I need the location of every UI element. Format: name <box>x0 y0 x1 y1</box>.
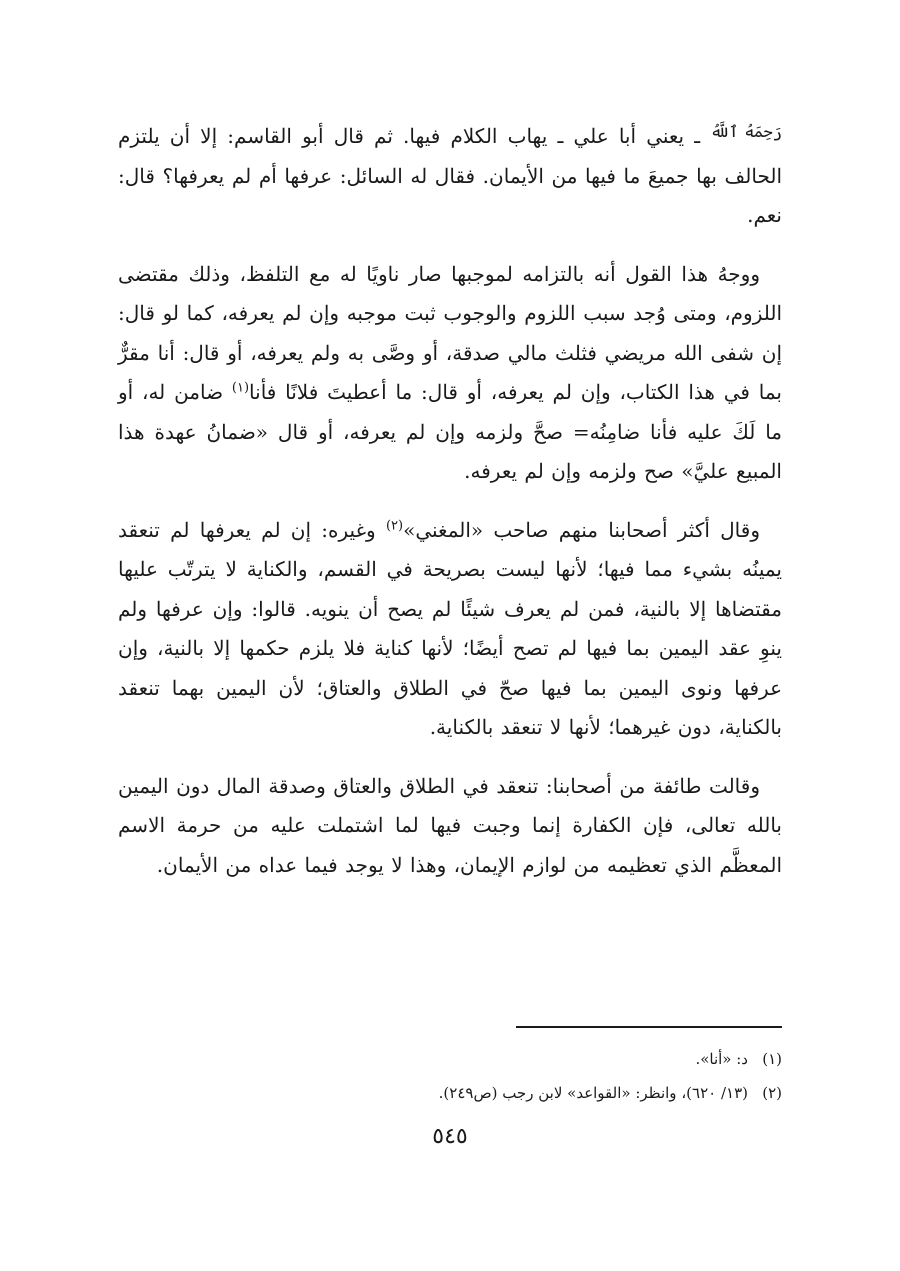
footnote-number-1: (١) <box>762 1050 782 1068</box>
paragraph-1-text: ـ يعني أبا علي ـ يهاب الكلام فيها. ثم قال أبو القاسم: إلا أن يلتزم الحالف بها جميعَ ما فيها من الأيمان. فقال له السائل: عرفها أم لم يعرفها؟ قال: نعم. <box>118 124 782 227</box>
paragraph-4 <box>118 767 782 886</box>
paragraph-1 <box>118 112 782 236</box>
footnote-text-1: د: «أنا». <box>695 1050 748 1068</box>
page-number: ٥٤٥ <box>432 1124 468 1149</box>
footnotes <box>118 1026 782 1110</box>
honorific-calligraphy: رَحِمَهُ ٱللَّهُ <box>710 122 782 141</box>
footnote-ref-2[interactable]: (٢) <box>385 517 404 533</box>
paragraph-4-text: وقالت طائفة من أصحابنا: تنعقد في الطلاق والعتاق وصدقة المال دون اليمين بالله تعالى، فإن الكفارة إنما وجبت فيها لما اشتملت عليه من حرمة الاسم المعظَّم الذي تعظيمه من لوازم الإيمان، وهذا لا يوجد فيما عداه من الأيمان. <box>118 773 782 877</box>
footnote-divider <box>516 1026 782 1028</box>
footnote-1 <box>118 1042 782 1076</box>
footnote-text-2: (١٣/ ٦٢٠)، وانظر: «القواعد» لابن رجب (ص٢٤٩). <box>438 1084 748 1102</box>
footnote-number-2: (٢) <box>762 1084 782 1102</box>
main-text <box>118 112 782 885</box>
paragraph-2-text-b: ضامن له، أو ما لَكَ عليه فأنا ضامِنُه= صحَّ ولزمه وإن لم يعرفه، أو قال «ضمانُ عهدة هذا المبيع عليَّ» صح ولزمه وإن لم يعرفه. <box>118 380 782 483</box>
footnote-ref-1[interactable]: (١) <box>231 380 250 396</box>
paragraph-3-text-a: وقال أكثر أصحابنا منهم صاحب «المغني» <box>403 517 760 542</box>
paragraph-3-text-b: وغيره: إن لم يعرفها لم تنعقد يمينُه بشيء مما فيها؛ لأنها ليست بصريحة في القسم، والكناية لا يترتّب عليها مقتضاها إلا بالنية، فمن لم يعرف شيئًا لم يصح أن ينويه. قالوا: وإن عرفها ولم ينوِ عقد اليمين بما فيها لم تصح أيضًا؛ لأنها كناية فلا يلزم حكمها إلا بالنية، وإن عرفها ونوى اليمين بما فيها صحّ في الطلاق والعتاق؛ لأن اليمين بهما تنعقد بالكناية، دون غيرهما؛ لأنها لا تنعقد بالكناية. <box>118 517 782 739</box>
footnote-2 <box>118 1076 782 1110</box>
paragraph-2-text-a: ووجهُ هذا القول أنه بالتزامه لموجبها صار ناويًا له مع التلفظ، وذلك مقتضى اللزوم، ومتى وُجد سبب اللزوم والوجوب ثبت موجبه وإن لم يعرفه، كما لو قال: إن شفى الله مريضي فثلث مالي صدقة، أو وصَّى به ولم يعرفه، أو قال: أنا مقرٌّ بما في هذا الكتاب، وإن لم يعرفه، أو قال: ما أعطيتَ فلانًا فأنا <box>118 261 783 404</box>
paragraph-2 <box>118 255 782 492</box>
paragraph-3 <box>118 511 782 748</box>
